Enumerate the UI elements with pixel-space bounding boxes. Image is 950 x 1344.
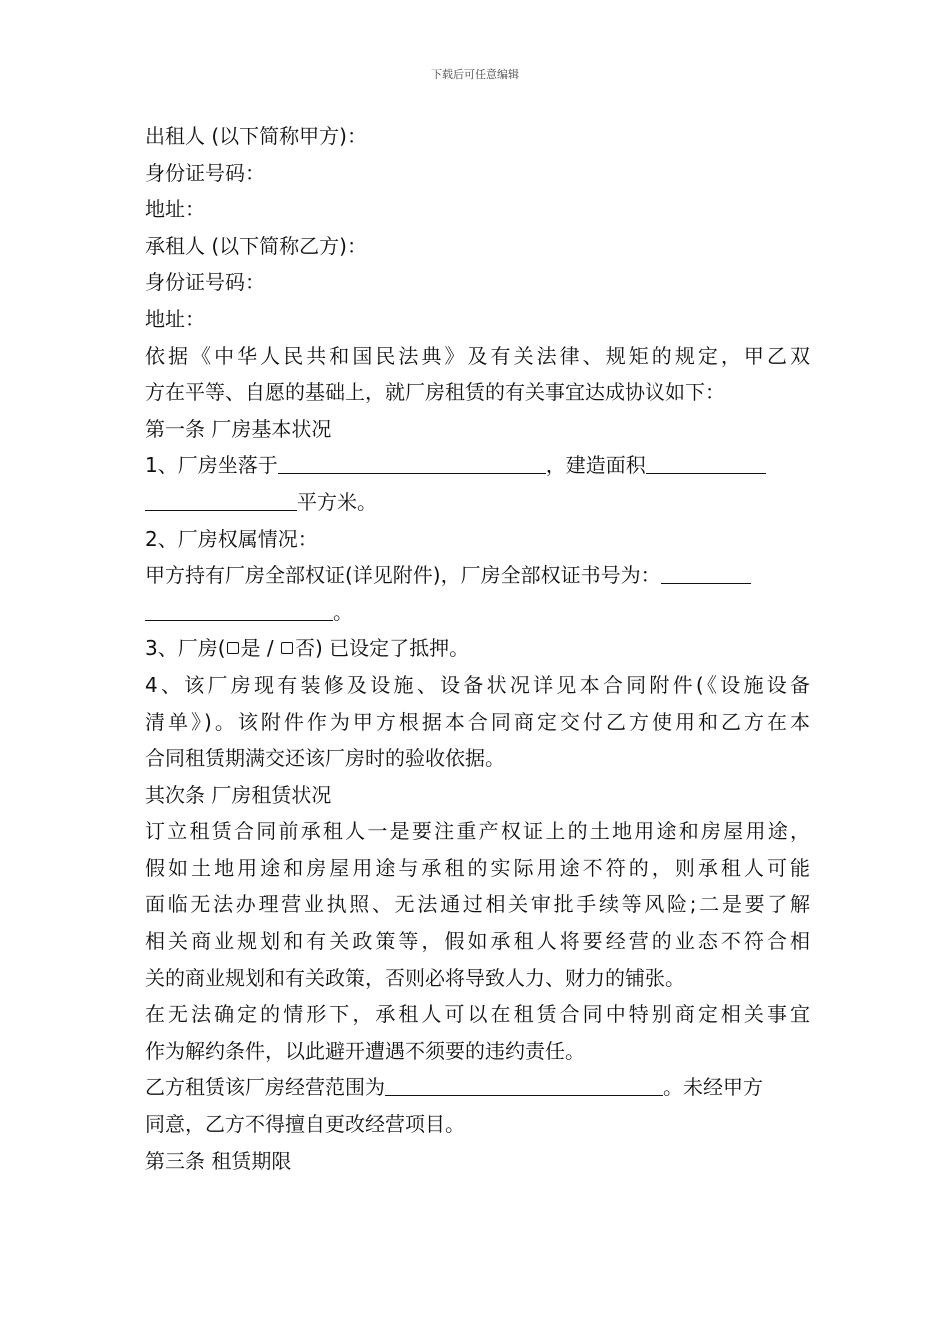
para-2a-line-3: 面临无法办理营业执照、无法通过相关审批手续等风险;二是要了解 [145,892,810,917]
item-4-line-3: 合同租赁期满交还该厂房时的验收依据。 [145,746,505,771]
article-3-title: 第三条 租赁期限 [145,1148,292,1173]
item-2-line-2 [145,594,810,631]
article-2-title: 其次条 厂房租赁状况 [145,782,332,807]
item-2-end: 。 [333,599,353,624]
certificate-number-blank-1 [661,563,751,584]
contract-body [145,118,810,1179]
lessee-id-line: 身份证号码： [145,270,265,295]
item-2-detail: 甲方持有厂房全部权证(详见附件)，厂房全部权证书号为： [145,563,661,588]
article-1-title: 第一条 厂房基本状况 [145,416,332,441]
item-1-line-1 [145,447,810,484]
preamble-line-1: 依据《中华人民共和国民法典》及有关法律、规矩的规定，甲乙双 [145,343,810,368]
mortgage-no-checkbox[interactable] [281,642,293,654]
item-3-prefix: 3、厂房( [145,636,226,661]
item-1-location-label: 1、厂房坐落于 [145,453,278,478]
page-header-note: 下载后可任意编辑 [431,68,519,81]
item-2-line-1 [145,557,810,594]
business-scope-blank [385,1075,663,1096]
location-blank [278,453,546,474]
item-2-title: 2、厂房权属情况： [145,526,318,551]
para-2a-line-5: 关的商业规划和有关政策，否则必将导致人力、财力的铺张。 [145,965,685,990]
para-2c-line-2: 同意，乙方不得擅自更改经营项目。 [145,1112,465,1137]
item-1-area-label: ，建造面积 [545,453,646,478]
lessor-address-line: 地址： [145,197,205,222]
para-2c-line-1 [145,1069,810,1106]
item-1-line-2 [145,484,810,521]
certificate-number-blank-2 [145,600,333,621]
para-2b-line-1: 在无法确定的情形下，承租人可以在租赁合同中特别商定相关事宜 [145,1002,810,1027]
lessor-id-line: 身份证号码： [145,160,265,185]
mortgage-yes-checkbox[interactable] [227,642,239,654]
para-2a-line-4: 相关商业规划和有关政策等，假如承租人将要经营的业态不符合相 [145,929,810,954]
lessor-line: 出租人 (以下简称甲方)： [145,124,367,148]
para-2a-line-2: 假如土地用途和房屋用途与承租的实际用途不符的，则承租人可能 [145,855,810,880]
para-2a-line-1: 订立租赁合同前承租人一是要注重产权证上的土地用途和房屋用途， [145,819,810,844]
item-1-unit: 平方米。 [297,489,377,514]
lessee-address-line: 地址： [145,306,205,331]
business-scope-label: 乙方租赁该厂房经营范围为 [145,1075,385,1100]
preamble-line-2: 方在平等、自愿的基础上，就厂房租赁的有关事宜达成协议如下： [145,380,725,405]
para-2b-line-2: 作为解约条件，以此避开遭遇不须要的违约责任。 [145,1038,585,1063]
item-3-line [145,630,810,667]
item-4-line-1: 4、该厂房现有装修及设施、设备状况详见本合同附件(《设施设备 [145,672,810,697]
item-3-no-label: 否) 已设定了抵押。 [294,636,470,661]
area-blank-2 [145,490,297,511]
area-blank-1 [646,453,766,474]
business-scope-tail: 。未经甲方 [663,1075,763,1100]
item-3-yes-label: 是 / [240,636,280,661]
item-4-line-2: 清单》)。该附件作为甲方根据本合同商定交付乙方使用和乙方在本 [145,709,810,734]
lessee-line: 承租人 (以下简称乙方)： [145,233,367,258]
